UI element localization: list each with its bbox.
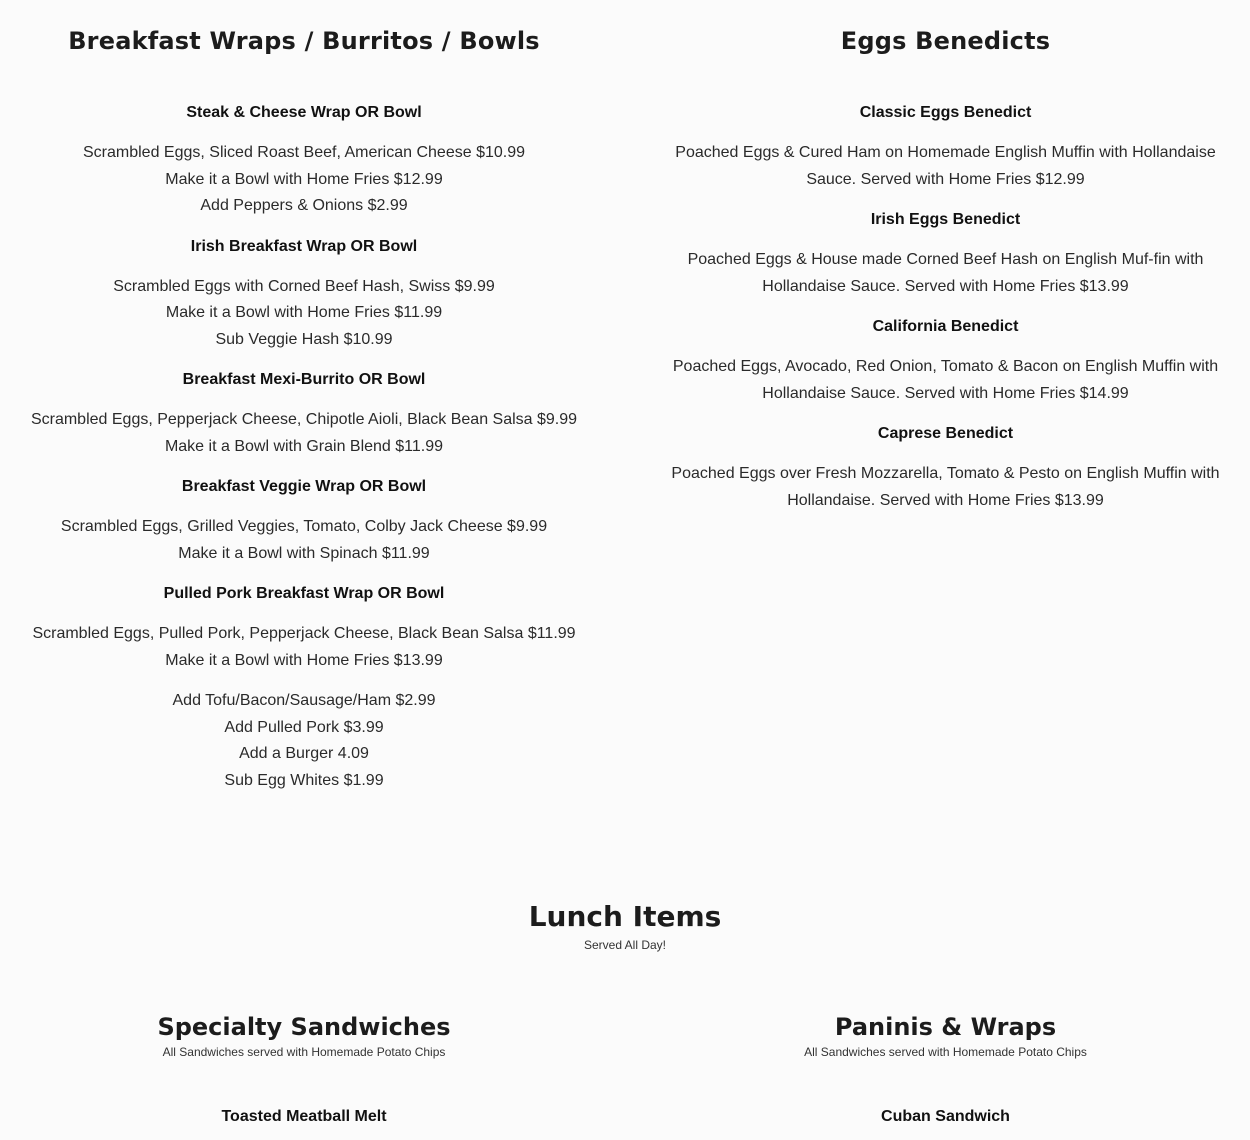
menu-item-line: Make it a Bowl with Home Fries $13.99 xyxy=(165,651,443,669)
eggs-benedicts-column xyxy=(650,0,1241,528)
menu-item xyxy=(8,367,600,460)
menu-item-name: Breakfast Veggie Wrap OR Bowl xyxy=(181,478,427,495)
menu-item-description xyxy=(8,274,600,354)
breakfast-wraps-column xyxy=(8,0,600,794)
menu-item-line: Make it a Bowl with Home Fries $11.99 xyxy=(165,304,443,321)
menu-item-description xyxy=(650,461,1241,514)
menu-item xyxy=(8,581,600,674)
addon-item: Add Tofu/Bacon/Sausage/Ham $2.99 xyxy=(172,692,436,709)
addon-item: Add a Burger 4.09 xyxy=(239,745,369,762)
breakfast-wraps-list xyxy=(8,80,600,794)
menu-item-description xyxy=(650,354,1241,407)
menu-item-line: Scrambled Eggs, Pepperjack Cheese, Chipotle Aioli, Black Bean Salsa $9.99 xyxy=(30,411,578,428)
specialty-sandwiches-title: Specialty Sandwiches xyxy=(157,1013,451,1041)
eggs-benedicts-title: Eggs Benedicts xyxy=(840,27,1051,55)
section-note: All Sandwiches served with Homemade Potato Chips xyxy=(162,1045,446,1059)
paninis-wraps-section xyxy=(650,1010,1241,1128)
menu-item-line: Scrambled Eggs, Sliced Roast Beef, American Cheese $10.99 xyxy=(82,144,526,161)
menu-item-name: Irish Breakfast Wrap OR Bowl xyxy=(190,237,418,255)
menu-item-line: Make it a Bowl with Home Fries $12.99 xyxy=(165,170,443,188)
menu-item-name: Cuban Sandwich xyxy=(881,1108,1010,1125)
menu-item-line: Poached Eggs, Avocado, Red Onion, Tomato & Bacon on English Muffin with xyxy=(672,358,1219,375)
specialty-sandwiches-section xyxy=(8,1010,600,1128)
menu-item-name: Pulled Pork Breakfast Wrap OR Bowl xyxy=(163,585,445,602)
menu-item xyxy=(8,234,600,354)
menu-item-name: Steak & Cheese Wrap OR Bowl xyxy=(186,104,422,121)
menu-item-line: Hollandaise. Served with Home Fries $13.99 xyxy=(787,491,1104,509)
menu-item-description xyxy=(650,247,1241,300)
breakfast-wraps-title: Breakfast Wraps / Burritos / Bowls xyxy=(68,27,540,55)
lunch-items-header xyxy=(0,898,1250,953)
menu-item-name: California Benedict xyxy=(872,318,1019,335)
menu-item xyxy=(8,100,600,220)
menu-item-line: Poached Eggs & Cured Ham on Homemade English Muffin with Hollandaise xyxy=(675,144,1216,161)
menu-item-line: Add Peppers & Onions $2.99 xyxy=(200,197,408,214)
menu-item xyxy=(650,314,1241,407)
lunch-items-title: Lunch Items xyxy=(528,900,722,933)
section-note: All Sandwiches served with Homemade Potato Chips xyxy=(804,1045,1087,1059)
menu-item-name: Breakfast Mexi-Burrito OR Bowl xyxy=(182,371,426,388)
menu-item-name: Classic Eggs Benedict xyxy=(859,104,1032,121)
menu-item-description xyxy=(8,514,600,567)
menu-item-line: Hollandaise Sauce. Served with Home Fries $13.99 xyxy=(762,277,1129,295)
eggs-benedicts-list xyxy=(650,80,1241,514)
menu-item-description xyxy=(650,140,1241,193)
menu-item-line: Hollandaise Sauce. Served with Home Fries $14.99 xyxy=(762,384,1129,402)
menu-item-line: Scrambled Eggs with Corned Beef Hash, Swiss $9.99 xyxy=(113,277,495,295)
menu-item-name: Toasted Meatball Melt xyxy=(221,1108,387,1125)
menu-item xyxy=(650,100,1241,193)
menu-item-line: Sauce. Served with Home Fries $12.99 xyxy=(806,170,1085,188)
menu-item-name: Caprese Benedict xyxy=(877,425,1014,442)
addon-item: Add Pulled Pork $3.99 xyxy=(224,718,384,736)
lunch-items-subtitle: Served All Day! xyxy=(583,938,667,952)
menu-item-description xyxy=(8,140,600,220)
menu-item-line: Scrambled Eggs, Pulled Pork, Pepperjack Cheese, Black Bean Salsa $11.99 xyxy=(32,625,576,642)
menu-item-description xyxy=(8,407,600,460)
menu-item-line: Scrambled Eggs, Grilled Veggies, Tomato, Colby Jack Cheese $9.99 xyxy=(60,518,548,535)
menu-item-line: Poached Eggs & House made Corned Beef Hash on English Muf-fin with xyxy=(687,251,1204,268)
menu-item-line: Make it a Bowl with Spinach $11.99 xyxy=(178,544,430,562)
addon-item: Sub Egg Whites $1.99 xyxy=(224,771,384,789)
menu-item-line: Make it a Bowl with Grain Blend $11.99 xyxy=(164,437,444,455)
addons-list xyxy=(8,688,600,794)
paninis-wraps-title: Paninis & Wraps xyxy=(834,1013,1057,1041)
menu-item-line: Poached Eggs over Fresh Mozzarella, Tomato & Pesto on English Muffin with xyxy=(671,465,1220,482)
menu-item xyxy=(650,207,1241,300)
menu-item xyxy=(8,474,600,567)
menu-item-description xyxy=(8,621,600,674)
menu-item xyxy=(650,421,1241,514)
menu-item-name: Irish Eggs Benedict xyxy=(870,211,1021,228)
menu-item-line: Sub Veggie Hash $10.99 xyxy=(215,330,393,348)
